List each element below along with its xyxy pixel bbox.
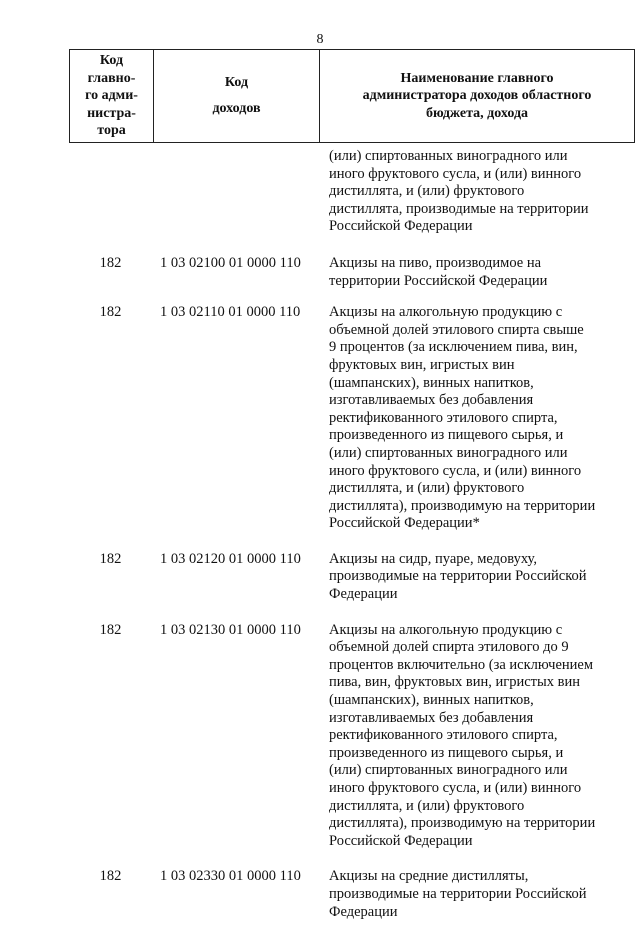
description-line: объемной долей спирта этилового до 9 — [329, 639, 569, 656]
row-admin-code — [69, 143, 152, 236]
description-line: (или) спиртованных виноградного или — [329, 762, 568, 779]
row-description — [327, 245, 640, 290]
description-line: дистиллята, и (или) фруктового — [329, 797, 525, 814]
table-row — [69, 612, 635, 851]
description-line: дистиллята), производимую на территории — [329, 815, 596, 832]
header-admin-code: Код главно- го адми- нистра- тора — [70, 50, 154, 142]
row-description — [327, 612, 640, 851]
description-line: ректификованного этилового спирта, — [329, 409, 558, 426]
description-line: Акцизы на алкогольную продукцию с — [329, 304, 563, 321]
row-income-code: 1 03 02130 01 0000 110 — [160, 621, 301, 638]
description-line: дистиллята, и (или) фруктового — [329, 480, 525, 497]
description-line: дистиллята, и (или) фруктового — [329, 183, 525, 200]
row-description — [327, 541, 640, 604]
description-line: произведенного из пищевого сырья, и — [329, 427, 564, 444]
description-line: Акцизы на алкогольную продукцию с — [329, 621, 563, 638]
description-line: объемной долей этилового спирта свыше — [329, 321, 584, 338]
row-income-code — [152, 143, 322, 236]
row-admin-code: 182 — [99, 254, 122, 271]
table-row — [69, 245, 635, 290]
table-row — [69, 858, 635, 921]
table-row — [69, 294, 635, 533]
description-line: (или) спиртованных виноградного или — [329, 148, 568, 164]
header-name: Наименование главного администратора доходов областного бюджета, дохода — [362, 70, 592, 121]
description-line: (шампанских), винных напитков, — [329, 374, 534, 391]
table-header — [69, 49, 635, 143]
description-line: процентов включительно (за исключением — [329, 656, 594, 673]
description-line: произведенного из пищевого сырья, и — [329, 744, 564, 761]
description-line: изготавливаемых без добавления — [329, 392, 534, 409]
description-line: Российской Федерации* — [329, 515, 480, 532]
description-line: иного фруктового сусла, и (или) винного — [329, 780, 582, 796]
row-income-code: 1 03 02100 01 0000 110 — [160, 254, 301, 271]
description-line: Федерации — [329, 903, 398, 920]
description-line: Федерации — [329, 586, 398, 603]
description-line: Акцизы на пиво, производимое на — [329, 254, 542, 271]
row-description — [327, 143, 640, 236]
description-line: территории Российской Федерации — [329, 272, 548, 289]
row-admin-code: 182 — [99, 868, 122, 885]
row-description — [327, 294, 640, 533]
description-line: пива, вин, фруктовых вин, игристых вин — [329, 674, 580, 691]
description-line: Российской Федерации — [329, 832, 473, 849]
description-line: изготавливаемых без добавления — [329, 709, 534, 726]
description-line: производимые на территории Российской — [329, 568, 587, 585]
row-income-code: 1 03 02330 01 0000 110 — [160, 868, 301, 885]
description-line: дистиллята, производимые на территории — [329, 200, 589, 217]
description-line: производимые на территории Российской — [329, 885, 587, 902]
description-line: Акцизы на сидр, пуаре, медовуху, — [329, 550, 537, 567]
description-line: иного фруктового сусла, и (или) винного — [329, 462, 582, 479]
header-income-code: Код доходов — [154, 50, 320, 142]
description-line: иного фруктового сусла, и (или) винного — [329, 165, 582, 182]
description-line: Российской Федерации — [329, 218, 473, 235]
row-admin-code: 182 — [99, 304, 122, 321]
description-line: ректификованного этилового спирта, — [329, 727, 558, 744]
description-line: (шампанских), винных напитков, — [329, 692, 534, 709]
row-admin-code: 182 — [99, 621, 122, 638]
description-line: дистиллята), производимую на территории — [329, 497, 596, 514]
table-row — [69, 143, 635, 236]
description-line: (или) спиртованных виноградного или — [329, 444, 568, 461]
row-income-code: 1 03 02120 01 0000 110 — [160, 550, 301, 567]
description-line: 9 процентов (за исключением пива, вин, — [329, 339, 578, 356]
row-admin-code: 182 — [99, 550, 122, 567]
description-line: Акцизы на средние дистилляты, — [329, 868, 529, 885]
row-description — [327, 858, 640, 921]
table-body — [69, 143, 635, 929]
table-row — [69, 541, 635, 604]
description-line: фруктовых вин, игристых вин — [329, 356, 515, 373]
page-number: 8 — [316, 32, 324, 47]
row-income-code: 1 03 02110 01 0000 110 — [160, 304, 301, 321]
